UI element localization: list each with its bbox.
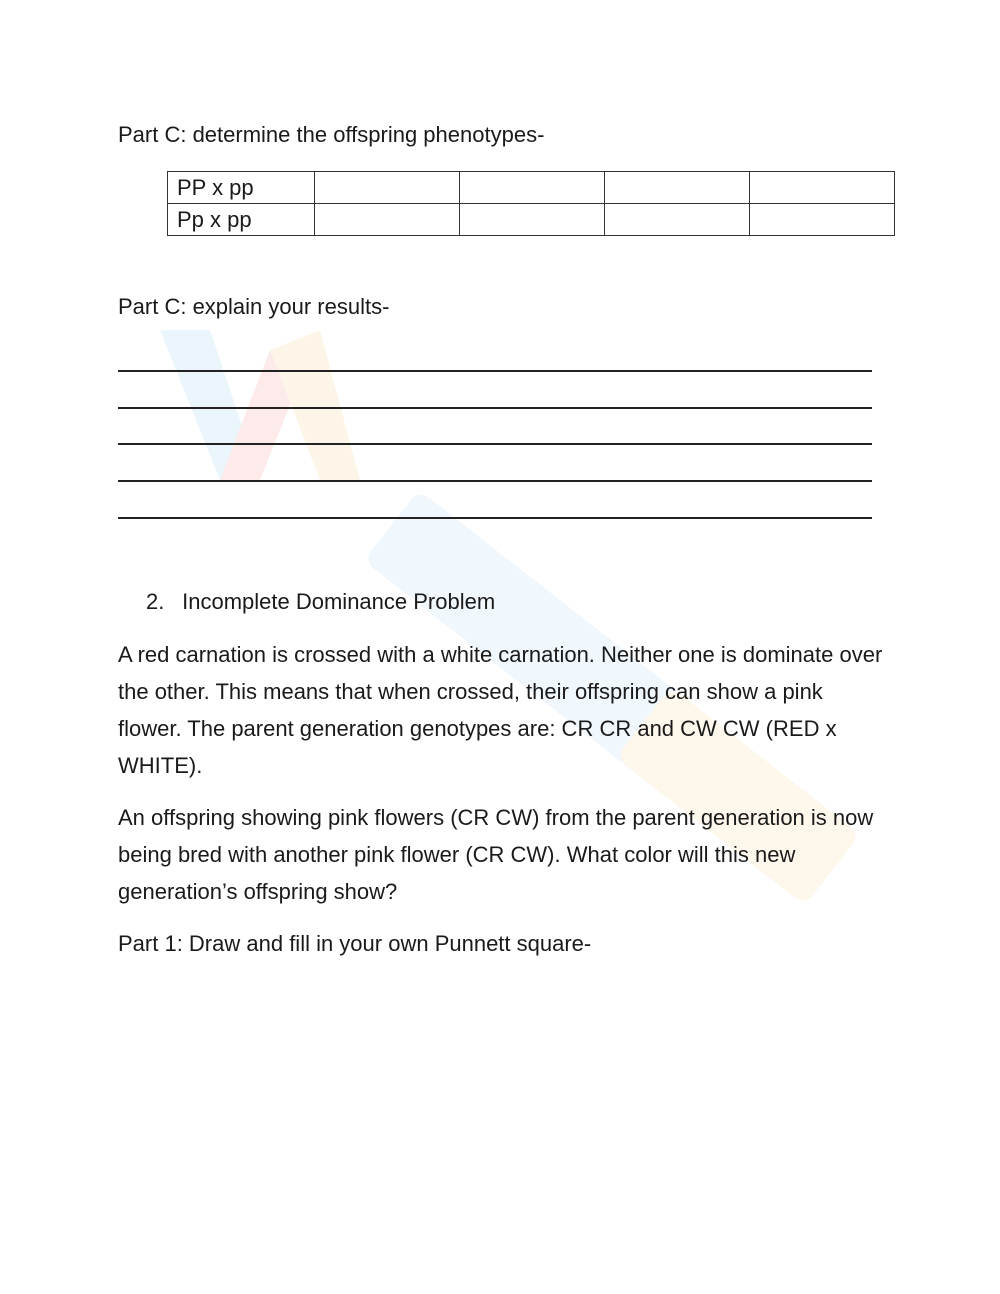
table-row — [168, 204, 895, 236]
problem-2-heading — [146, 583, 495, 620]
problem-paragraph-2: An offspring showing pink flowers (CR CW) from the parent generation is now being bred with another pink flower (CR CW). What color will this new generation’s offspring show? — [118, 805, 874, 904]
problem-paragraph-1: A red carnation is crossed with a white carnation. Neither one is dominate over the other. This means that when crossed, their offspring can show a pink flower. The parent generation genotypes are: CR CR and CW CW (RED x WHITE). — [118, 642, 883, 778]
answer-cell[interactable] — [605, 204, 750, 236]
answer-line[interactable] — [118, 443, 872, 445]
answer-cell[interactable] — [605, 172, 750, 204]
problem-number: 2. — [146, 589, 165, 614]
problem-title: Incomplete Dominance Problem — [182, 589, 496, 614]
part-c-explain-heading: Part C: explain your results- — [118, 294, 390, 319]
part-c-phenotypes-heading: Part C: determine the offspring phenotypes- — [118, 122, 545, 147]
answer-cell[interactable] — [750, 204, 895, 236]
answer-cell[interactable] — [315, 204, 460, 236]
table-row — [168, 172, 895, 204]
answer-cell[interactable] — [460, 204, 605, 236]
phenotypes-table — [167, 171, 895, 236]
answer-line[interactable] — [118, 407, 872, 409]
part-1-heading: Part 1: Draw and fill in your own Punnett square- — [118, 931, 592, 956]
answer-line[interactable] — [118, 370, 872, 372]
answer-line[interactable] — [118, 480, 872, 482]
cross-label: Pp x pp — [168, 204, 315, 236]
cross-label: PP x pp — [168, 172, 315, 204]
answer-cell[interactable] — [750, 172, 895, 204]
answer-cell[interactable] — [460, 172, 605, 204]
answer-cell[interactable] — [315, 172, 460, 204]
answer-line[interactable] — [118, 517, 872, 519]
